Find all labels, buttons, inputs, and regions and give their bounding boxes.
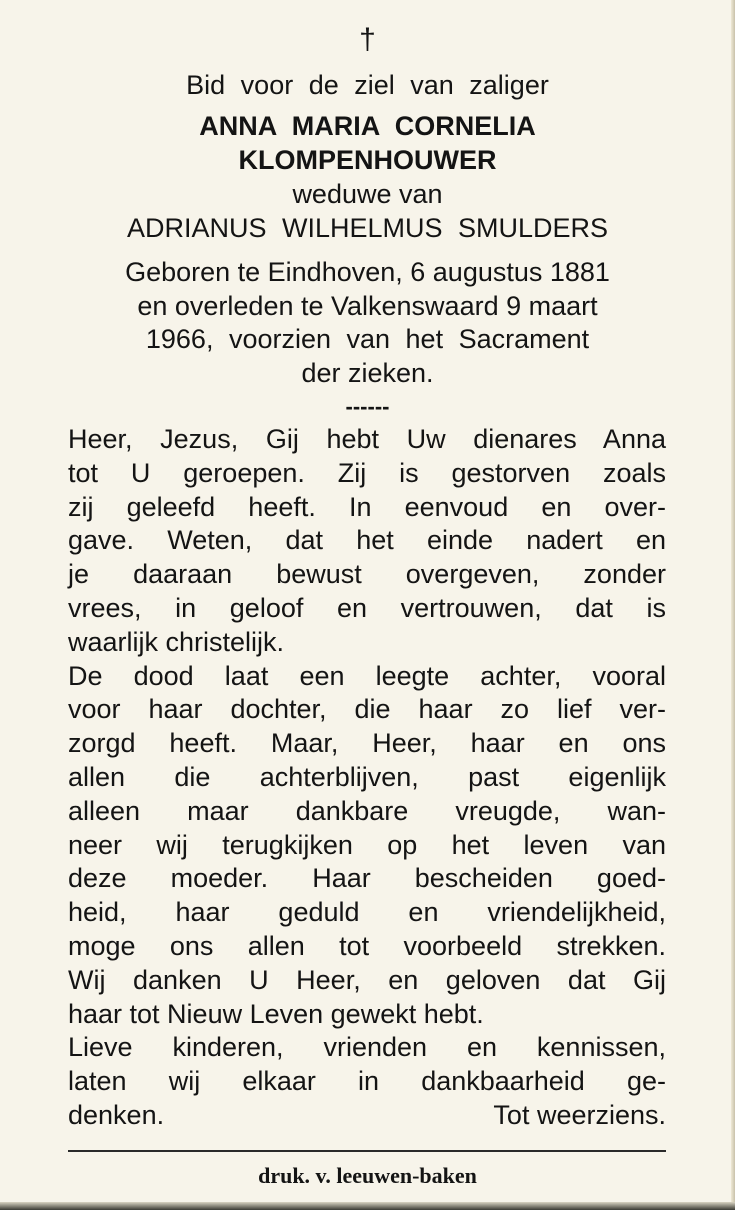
prayer-line: voor haar dochter, die haar zo lief ver- (68, 694, 666, 725)
prayer-line: moge ons allen tot voorbeeld strekken. (68, 930, 666, 961)
prayer-line: haar tot Nieuw Leven gewekt hebt. (68, 998, 484, 1029)
cross-icon: † (359, 23, 376, 56)
prayer-line: allen die achterblijven, past eigenlijk (68, 761, 666, 792)
separator: ------ (345, 394, 390, 419)
footer-divider (68, 1150, 666, 1152)
prayer-line: je daaraan bewust overgeven, zonder (68, 559, 666, 590)
prayer-line: neer wij terugkijken op het leven van (68, 829, 666, 860)
prayer-line: laten wij elkaar in dankbaarheid ge- (68, 1066, 666, 1097)
prayer-line: gave. Weten, dat het einde nadert en (68, 525, 666, 556)
dates-line-3: 1966, voorzien van het Sacrament (145, 324, 590, 354)
deceased-name-line2: KLOMPENHOUWER (238, 145, 497, 175)
prayer-line: tot U geroepen. Zij is gestorven zoals (68, 457, 666, 488)
dates-line-1: Geboren te Eindhoven, 6 augustus 1881 (125, 257, 610, 287)
prayer-line: vrees, in geloof en vertrouwen, dat is (68, 592, 666, 623)
prayer-line: Wij danken U Heer, en geloven dat Gij (68, 964, 666, 995)
intro-text: Bid voor de ziel van zaliger (186, 70, 549, 100)
closing-line (68, 1099, 666, 1133)
prayer-line: waarlijk christelijk. (68, 626, 285, 657)
prayer-line: deze moeder. Haar bescheiden goed- (68, 863, 666, 894)
prayer-line: De dood laat een leegte achter, vooral (68, 660, 666, 691)
card-edge-bottom (0, 1202, 735, 1210)
prayer-text (68, 423, 666, 1133)
prayer-line: heid, haar geduld en vriendelijkheid, (68, 897, 666, 928)
printer-credit: druk. v. leeuwen-baken (258, 1163, 477, 1188)
relation-text: weduwe van (292, 179, 443, 209)
prayer-line: zij geleefd heeft. In eenvoud en over- (68, 491, 666, 522)
closing-left: denken. (68, 1099, 165, 1130)
card-edge-right (731, 0, 735, 1210)
prayer-line: Lieve kinderen, vrienden en kennissen, (68, 1032, 666, 1063)
dates-line-4: der zieken. (301, 358, 434, 388)
prayer-line: zorgd heeft. Maar, Heer, haar en ons (68, 728, 666, 759)
closing-right: Tot weerziens. (493, 1099, 666, 1130)
prayer-line: alleen maar dankbare vreugde, wan- (68, 795, 666, 826)
prayer-line: Heer, Jezus, Gij hebt Uw dienares Anna (68, 424, 666, 454)
dates-line-2: en overleden te Valkenswaard 9 maart (137, 291, 598, 321)
spouse-name: ADRIANUS WILHELMUS SMULDERS (126, 213, 609, 243)
deceased-name-line1: ANNA MARIA CORNELIA (199, 111, 536, 141)
